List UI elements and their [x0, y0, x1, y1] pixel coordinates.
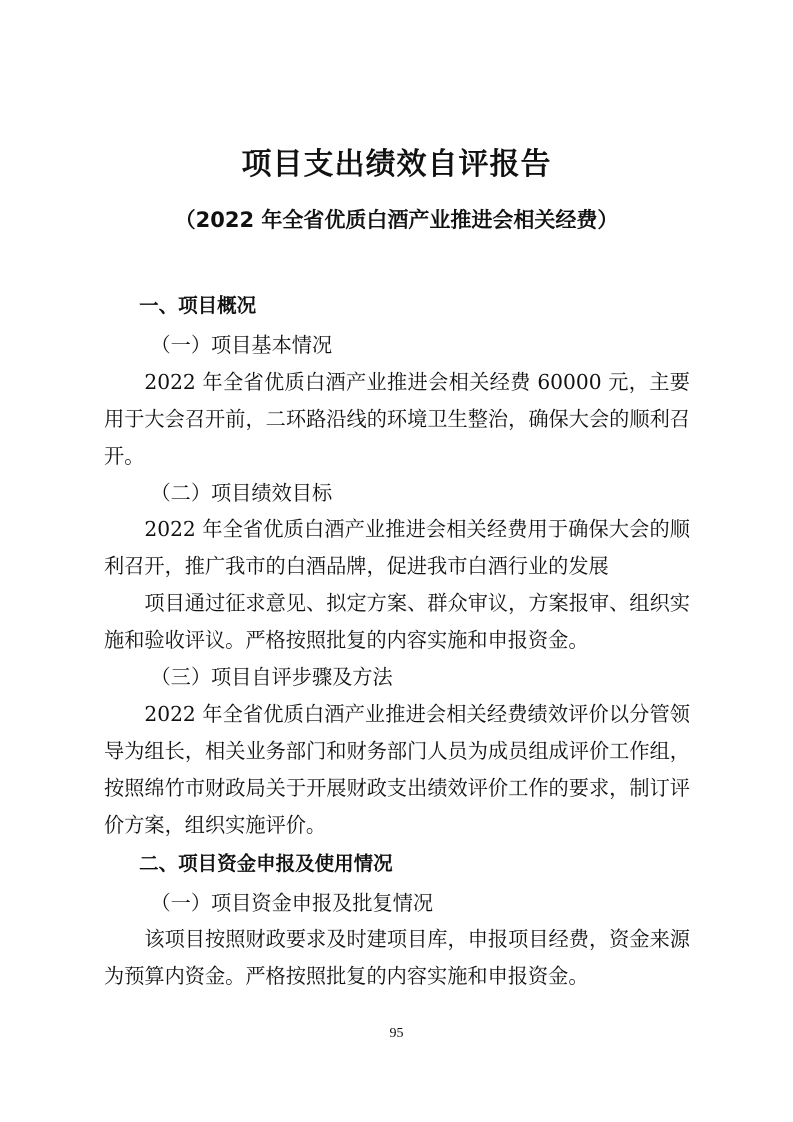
- page-subtitle: （2022 年全省优质白酒产业推进会相关经费）: [174, 208, 619, 232]
- section-heading: 一、项目概况: [139, 294, 257, 317]
- page-title: 项目支出绩效自评报告: [241, 147, 552, 182]
- subsection-heading: （三）项目自评步骤及方法: [150, 665, 393, 690]
- section-heading: 二、项目资金申报及使用情况: [139, 851, 393, 875]
- paragraph: 2022 年全省优质白酒产业推进会相关经费 60000 元，主要用于大会召开前，二环路沿线的环境卫生整治，确保大会的顺利召开。: [104, 369, 690, 468]
- subsection-heading: （一）项目基本情况: [150, 332, 333, 357]
- paragraph: 项目通过征求意见、拟定方案、群众审议，方案报审、组织实施和验收评议。严格按照批复的内容实施和申报资金。: [104, 591, 690, 653]
- subsection-heading: （一）项目资金申报及批复情况: [150, 890, 434, 915]
- subsection-heading: （二）项目绩效目标: [150, 480, 333, 505]
- paragraph: 该项目按照财政要求及时建项目库，申报项目经费，资金来源为预算内资金。严格按照批复的内容实施和申报资金。: [104, 927, 690, 989]
- page-number: 95: [389, 1026, 404, 1041]
- paragraph: 2022 年全省优质白酒产业推进会相关经费绩效评价以分管领导为组长，相关业务部门和财务部门人员为成员组成评价工作组，按照绵竹市财政局关于开展财政支出绩效评价工作的要求，制订评价方案，组织实施评价。: [104, 701, 690, 837]
- paragraph: 2022 年全省优质白酒产业推进会相关经费用于确保大会的顺利召开，推广我市的白酒品牌，促进我市白酒行业的发展: [104, 517, 690, 579]
- report-body: [104, 286, 690, 995]
